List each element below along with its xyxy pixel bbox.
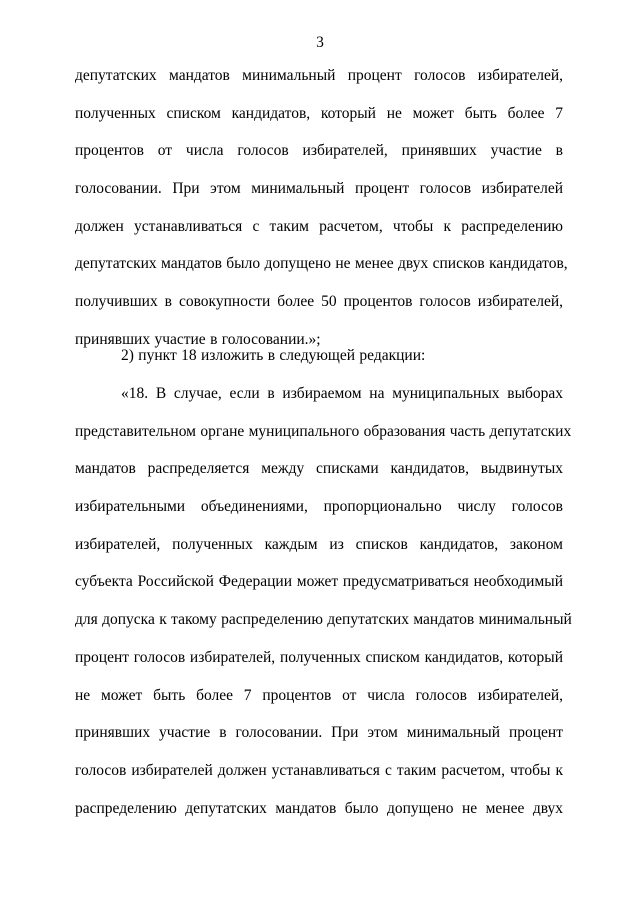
- text-line: должен устанавливаться с таким расчетом, чтобы к распределению: [75, 217, 563, 235]
- page-number: 3: [316, 34, 324, 51]
- text-line: избирательными объединениями, пропорционально числу голосов: [75, 498, 563, 516]
- text-line: депутатских мандатов минимальный процент голосов избирателей,: [75, 67, 563, 84]
- text-line: принявших участие в голосовании. При этом минимальный процент: [75, 724, 563, 742]
- paragraph-continuation: [75, 57, 568, 359]
- text-line: процент голосов избирателей, полученных списком кандидатов, который: [75, 648, 563, 666]
- text-line: получивших в совокупности более 50 процентов голосов избирателей,: [75, 293, 563, 311]
- text-line: голосов избирателей должен устанавливаться с таким расчетом, чтобы к: [75, 761, 563, 779]
- paragraph-item-2: [75, 337, 563, 375]
- text-line: субъекта Российской Федерации может предусматриваться необходимый: [75, 573, 563, 591]
- text-line: представительном органе муниципального образования часть депутатских: [75, 422, 572, 440]
- text-line: 2) пункт 18 изложить в следующей редакции:: [121, 347, 426, 364]
- paragraph-quoted-point-18: [75, 375, 572, 827]
- text-line: процентов от числа голосов избирателей, принявших участие в: [75, 142, 563, 160]
- text-line: голосовании. При этом минимальный процент голосов избирателей: [75, 180, 563, 198]
- text-line: для допуска к такому распределению депутатских мандатов минимальный: [75, 611, 572, 629]
- text-line: не может быть более 7 процентов от числа голосов избирателей,: [75, 686, 563, 704]
- text-line: депутатских мандатов было допущено не менее двух списков кандидатов,: [75, 255, 568, 273]
- text-line: мандатов распределяется между списками кандидатов, выдвинутых: [75, 460, 563, 478]
- text-line: «18. В случае, если в избираемом на муниципальных выборах: [121, 385, 563, 402]
- text-line: принявших участие в голосовании.»;: [75, 330, 321, 348]
- text-line: распределению депутатских мандатов было допущено не менее двух: [75, 799, 563, 817]
- text-line: избирателей, полученных каждым из списков кандидатов, законом: [75, 535, 563, 553]
- text-line: полученных списком кандидатов, который не может быть более 7: [75, 104, 563, 122]
